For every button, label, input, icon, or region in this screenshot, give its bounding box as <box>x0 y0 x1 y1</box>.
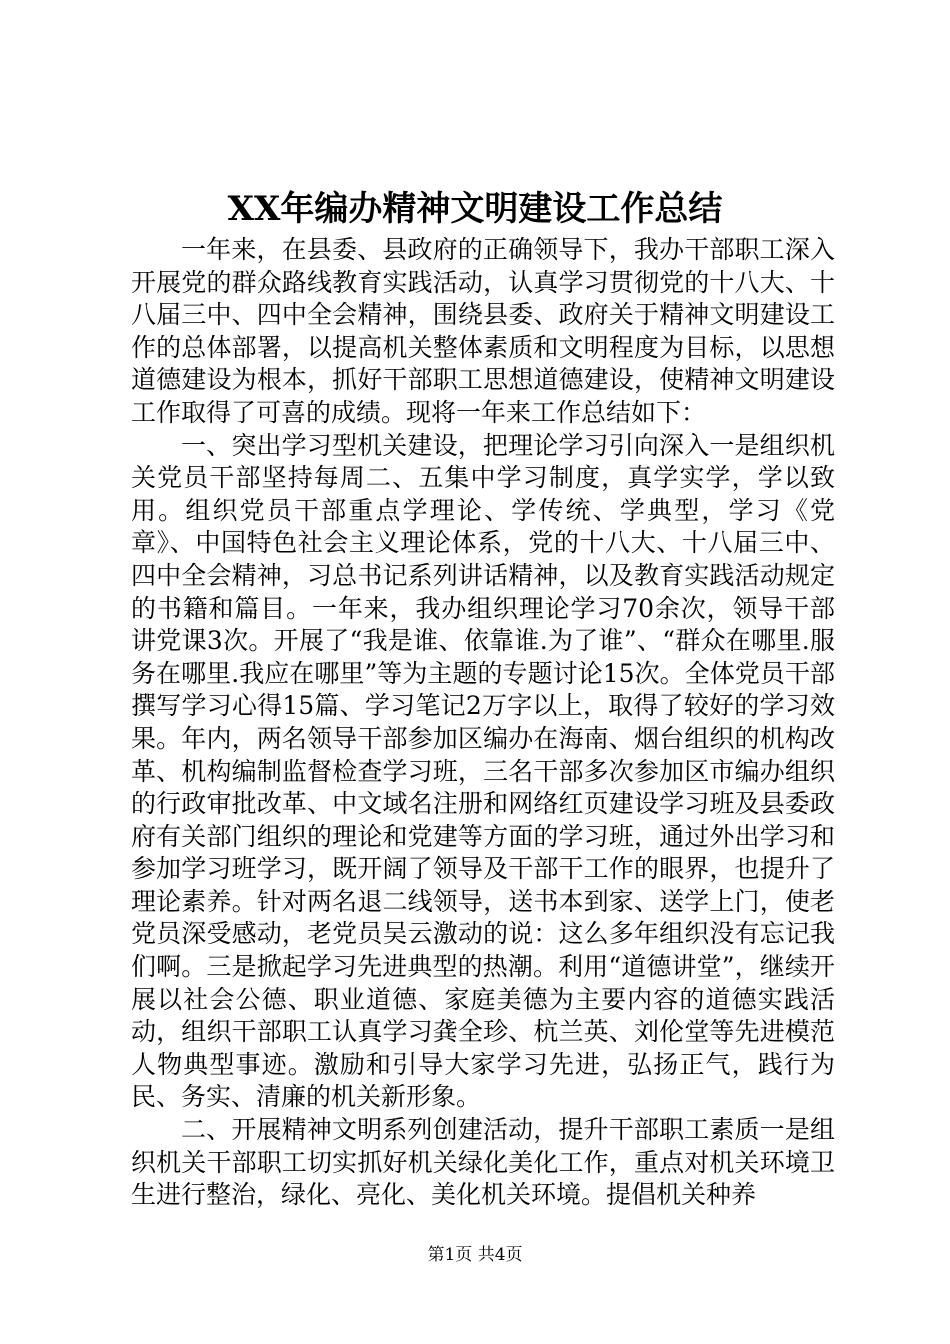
document-body <box>131 234 835 1212</box>
paragraph-intro: 一年来，在县委、县政府的正确领导下，我办干部职工深入开展党的群众路线教育实践活动，认真学习贯彻党的十八大、十八届三中、四中全会精神，围绕县委、政府关于精神文明建设工作的总体部署，以提高机关整体素质和文明程度为目标，以思想道德建设为根本，抓好干部职工思想道德建设，使精神文明建设工作取得了可喜的成绩。现将一年来工作总结如下： <box>131 235 835 427</box>
page-footer: 第1页 共4页 <box>427 1245 523 1265</box>
document-title: XX年编办精神文明建设工作总结 <box>227 189 723 229</box>
paragraph-section-1: 一、突出学习型机关建设，把理论学习引向深入一是组织机关党员干部坚持每周二、五集中学习制度，真学实学，学以致用。组织党员干部重点学理论、学传统、学典型，学习《党章》、中国特色社会主义理论体系，党的十八大、十八届三中、四中全会精神，习总书记系列讲话精神，以及教育实践活动规定的书籍和篇目。一年来，我办组织理论学习70余次，领导干部讲党课3次。开展了“我是谁、依靠谁.为了谁”、“群众在哪里.服务在哪里.我应在哪里”等为主题的专题讨论15次。全体党员干部撰写学习心得15篇、学习笔记2万字以上，取得了较好的学习效果。年内，两名领导干部参加区编办在海南、烟台组织的机构改革、机构编制监督检查学习班，三名干部多次参加区市编办组织的行政审批改革、中文域名注册和网络红页建设学习班及县委政府有关部门组织的理论和党建等方面的学习班，通过外出学习和参加学习班学习，既开阔了领导及干部干工作的眼界，也提升了理论素养。针对两名退二线领导，送书本到家、送学上门，使老党员深受感动，老党员吴云激动的说：这么多年组织没有忘记我们啊。三是掀起学习先进典型的热潮。利用“道德讲堂”，继续开展以社会公德、职业道德、家庭美德为主要内容的道德实践活动，组织干部职工认真学习龚全珍、杭兰英、刘伦堂等先进模范人物典型事迹。激励和引导大家学习先进，弘扬正气，践行为民、务实、清廉的机关新形象。 <box>131 430 835 1112</box>
paragraph-section-2: 二、开展精神文明系列创建活动，提升干部职工素质一是组织机关干部职工切实抓好机关绿化美化工作，重点对机关环境卫生进行整治，绿化、亮化、美化机关环境。提倡机关种养 <box>131 1115 835 1210</box>
